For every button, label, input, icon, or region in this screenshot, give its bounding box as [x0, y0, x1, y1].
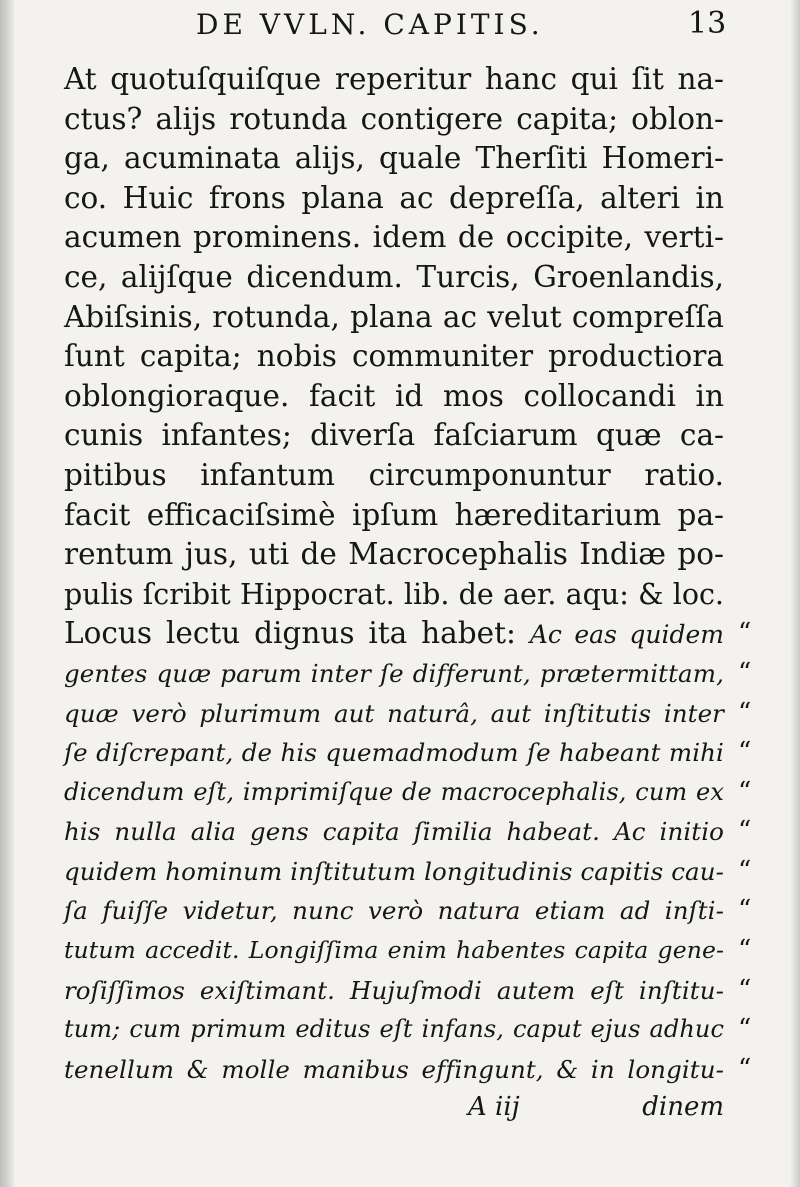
text-line: ſe diſcrepant, de his quemadmodum ſe habeant mihi — [64, 738, 724, 768]
quote-mark: “ — [738, 737, 752, 768]
signature-mark: A iij — [468, 1092, 520, 1122]
quote-mark: “ — [738, 776, 752, 807]
text-line: quidem hominum inſtitutum longitudinis capitis cau- — [64, 856, 724, 886]
text-line: acumen prominens. idem de occipite, verti- — [64, 220, 724, 255]
text-line: co. Huic frons plana ac depreſſa, alteri in — [64, 180, 724, 215]
quote-mark — [738, 60, 778, 100]
page-left-edge-shadow — [0, 0, 14, 1187]
quote-mark — [738, 416, 778, 456]
text-line-italic-part: Ac eas quidem — [529, 620, 724, 650]
quotation-marks-column — [738, 60, 778, 1089]
quote-mark — [738, 298, 778, 338]
text-line: gentes quæ parum inter ſe differunt, prætermittam, — [64, 658, 724, 688]
body-text — [64, 60, 724, 1089]
quote-mark: “ — [738, 1053, 752, 1084]
running-title: DE VVLN. CAPITIS. — [196, 8, 544, 41]
text-line: ſunt capita; nobis communiter productiora — [64, 339, 724, 374]
text-line: oblongioraque. facit id mos collocandi in — [64, 378, 724, 413]
quote-mark: “ — [738, 697, 752, 728]
quote-mark: “ — [738, 855, 752, 886]
quote-mark — [738, 456, 778, 496]
text-line-roman-part: Locus lectu dignus ita habet: — [64, 616, 530, 651]
quote-mark: “ — [738, 1014, 752, 1045]
quote-mark: “ — [738, 816, 752, 847]
text-line: At quotuſquiſque reperitur hanc qui ſit na- — [64, 62, 724, 96]
quote-mark — [738, 496, 778, 536]
text-line: ce, alijſque dicendum. Turcis, Groenlandis, — [64, 259, 724, 294]
text-line: tenellum & molle manibus effingunt, & in longitu- — [64, 1054, 724, 1084]
quote-mark: “ — [738, 935, 752, 966]
text-line — [64, 614, 724, 654]
text-line: pulis ſcribit Hippocrat. lib. de aer. aqu: & loc. — [64, 577, 724, 611]
quote-mark — [738, 377, 778, 417]
text-line: facit efficaciſsimè ipſum hæreditarium pa- — [64, 497, 724, 532]
quote-mark: “ — [738, 895, 752, 926]
text-line: pitibus infantum circumponuntur ratio. — [64, 457, 724, 492]
text-line: his nulla alia gens capita ſimilia habeat. Ac initio — [64, 817, 724, 847]
quote-mark: “ — [738, 974, 752, 1005]
quote-mark — [738, 139, 778, 179]
text-line: ctus? alijs rotunda contigere capita; oblon- — [64, 101, 724, 136]
text-line: rentum jus, uti de Macrocephalis Indiæ po- — [64, 537, 724, 572]
text-line: ga, acuminata alijs, quale Therſiti Homeri- — [64, 141, 724, 176]
catchword: dinem — [642, 1092, 724, 1122]
quote-mark: “ — [738, 657, 752, 688]
quote-mark — [738, 535, 778, 575]
text-line: tutum accedit. Longiſſima enim habentes capita gene- — [64, 936, 724, 965]
page-footer — [64, 1092, 724, 1128]
quote-mark — [738, 100, 778, 140]
text-line: quæ verò plurimum aut naturâ, aut inſtitutis inter — [64, 698, 724, 728]
text-line: cunis infantes; diverſa faſciarum quæ ca- — [64, 418, 724, 453]
text-line: tum; cum primum editus eſt infans, caput ejus adhuc — [64, 1015, 724, 1044]
quote-mark — [738, 575, 778, 615]
text-line: dicendum eſt, imprimiſque de macrocephalis, cum ex — [64, 777, 724, 806]
page-right-edge-shadow — [790, 0, 800, 1187]
text-line: roſiſſimos exiſtimant. Hujuſmodi autem eſt inſtitu- — [64, 975, 724, 1005]
quote-mark — [738, 179, 778, 219]
quote-mark — [738, 258, 778, 298]
text-line: ſa fuiſſe videtur, nunc verò natura etiam ad inſti- — [64, 896, 724, 926]
text-line: Abiſsinis, rotunda, plana ac velut compreſſa — [64, 299, 724, 334]
quote-mark — [738, 337, 778, 377]
page-number: 13 — [688, 6, 727, 41]
quote-mark — [738, 218, 778, 258]
quote-mark: “ — [738, 618, 752, 649]
